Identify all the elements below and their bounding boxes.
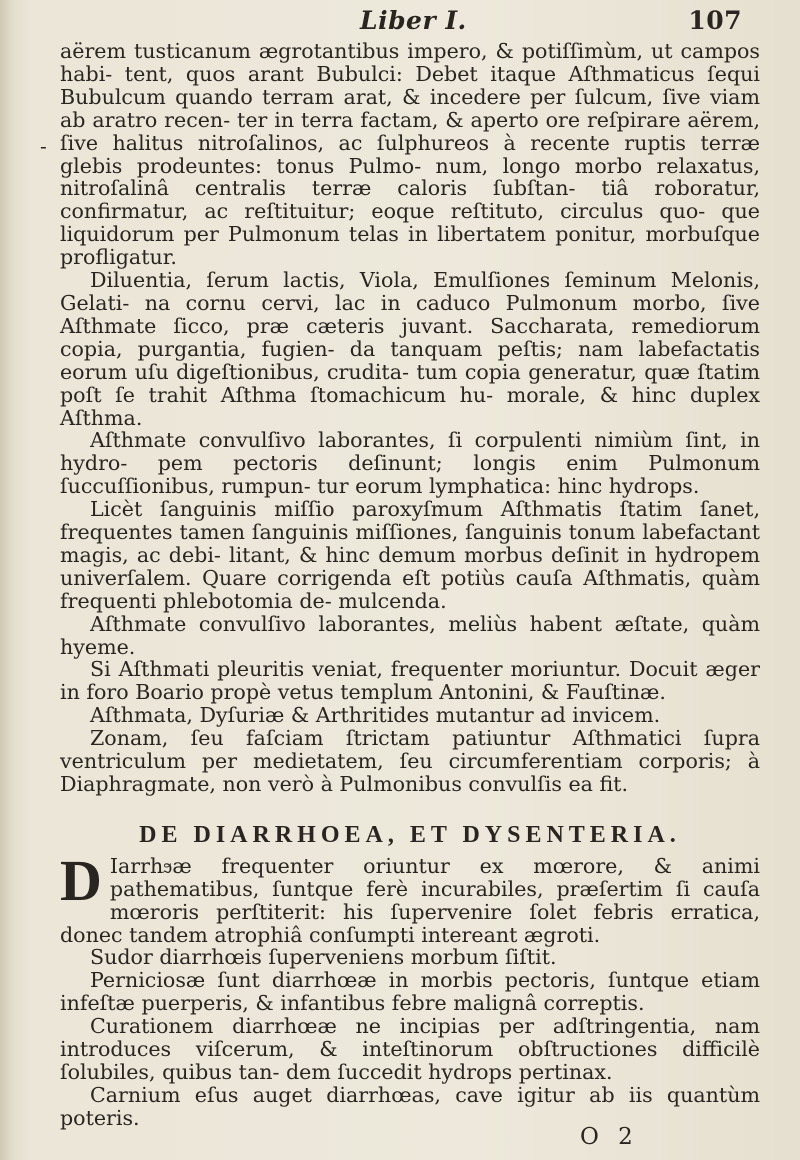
dropcap-paragraph-text: Iarrhϧæ frequenter oriuntur ex mœrore, & animi pathematibus, ſuntque ferè incurabiles, præſertim ſi cauſa mœroris perſtiterit: his ſupervenire ſolet febris erratica, donec tandem atrophiâ conſumpti intereant ægroti. bbox=[60, 853, 760, 947]
dropcap-paragraph bbox=[60, 847, 760, 947]
page-number: 107 bbox=[688, 6, 742, 35]
paragraph: Zonam, ſeu faſciam ſtrictam patiuntur Aſthmatici ſupra ventriculum per medietatem, ſeu circumferentiam corporis; à Diaphragmate, non verò à Pulmonibus convulſis ea fit. bbox=[60, 726, 760, 796]
paragraph: Aſthmata, Dyſuriæ & Arthritides mutantur ad invicem. bbox=[90, 703, 661, 728]
paragraph: aërem tusticanum ægrotantibus impero, & potiſſimùm, ut campos habi- tent, quos arant Bubulci: Debet itaque Aſthmaticus ſequi Bubulcum quando terram arat, & incedere per ſulcum, ſive viam ab aratro recen- ter in terra factam, & aperto ore reſpirare aërem, ſive halitus nitroſalinos, ac ſulphureos à recente ruptis terræ glebis prodeuntes: tonus Pulmo- num, longo morbo relaxatus, nitroſalinâ centralis terræ caloris ſubſtan- tiâ roboratur, confirmatur, ac reſtituitur; eoque reſtituto, circulus quo- que liquidorum per Pulmonum telas in libertatem ponitur, morbuſque profligatur. bbox=[60, 39, 760, 270]
paragraph: Carnium eſus auget diarrhœas, cave igitur ab iis quantùm poteris. bbox=[60, 1082, 760, 1130]
page-gutter bbox=[0, 0, 14, 1160]
running-head: Liber I. bbox=[360, 6, 467, 35]
paragraph: Diluentia, ſerum lactis, Viola, Emulſiones ſeminum Melonis, Gelati- na cornu cervi, lac in caduco Pulmonum morbo, ſive Aſthmate ſicco, præ cæteris juvant. Saccharata, remediorum copia, purgantia, fugien- da tanquam peſtis; nam labefactatis eorum uſu digeſtionibus, crudita- tum copia generatur, quæ ſtatim poſt ſe trahit Aſthma ſtomachicum hu- morale, & hinc duplex Aſthma. bbox=[60, 268, 760, 430]
paragraph: Perniciosæ ſunt diarrhœæ in morbis pectoris, ſuntque etiam infeſtæ puerperis, & infantibus febre malignâ correptis. bbox=[60, 968, 760, 1016]
paragraph: Si Aſthmati pleuritis veniat, frequenter moriuntur. Docuit æger in foro Boario propè vetus templum Antonini, & Fauſtinæ. bbox=[60, 657, 760, 705]
paragraph: Sudor diarrhœis ſuperveniens morbum ſiſtit. bbox=[90, 945, 557, 970]
paragraph: Aſthmate convulſivo laborantes, meliùs habent æſtate, quàm hyeme. bbox=[60, 611, 760, 659]
paragraph: Aſthmate convulſivo laborantes, ſi corpulenti nimiùm ſint, in hydro- pem pectoris deſinunt; longis enim Pulmonum ſuccuſſionibus, rumpun- tur eorum lymphatica: hinc hydrops. bbox=[60, 428, 760, 499]
page-header bbox=[0, 6, 800, 40]
section-heading: DE DIARRHOEA, ET DYSENTERIA. bbox=[139, 821, 681, 848]
margin-mark: - bbox=[40, 134, 47, 158]
signature-mark: O 2 bbox=[580, 1124, 639, 1150]
drop-cap: D bbox=[60, 847, 102, 913]
paragraph: Licèt ſanguinis miſſio paroxyſmum Aſthmatis ſtatim ſanet, frequentes tamen ſanguinis miſſiones, ſanguinis tonum labefactant magis, ac debi- litant, & hinc demum morbus deſinit in hydropem univerſalem. Quare corrigenda eſt potiùs cauſa Aſthmatis, quàm frequenti phlebotomia de- mulcenda. bbox=[60, 497, 760, 613]
body-text bbox=[60, 40, 760, 1130]
paragraph: Curationem diarrhœæ ne incipias per adſtringentia, nam introduces viſcerum, & inteſtinorum obſtructiones difficilè ſolubiles, quibus tan- dem ſuccedit hydrops pertinax. bbox=[60, 1014, 760, 1084]
